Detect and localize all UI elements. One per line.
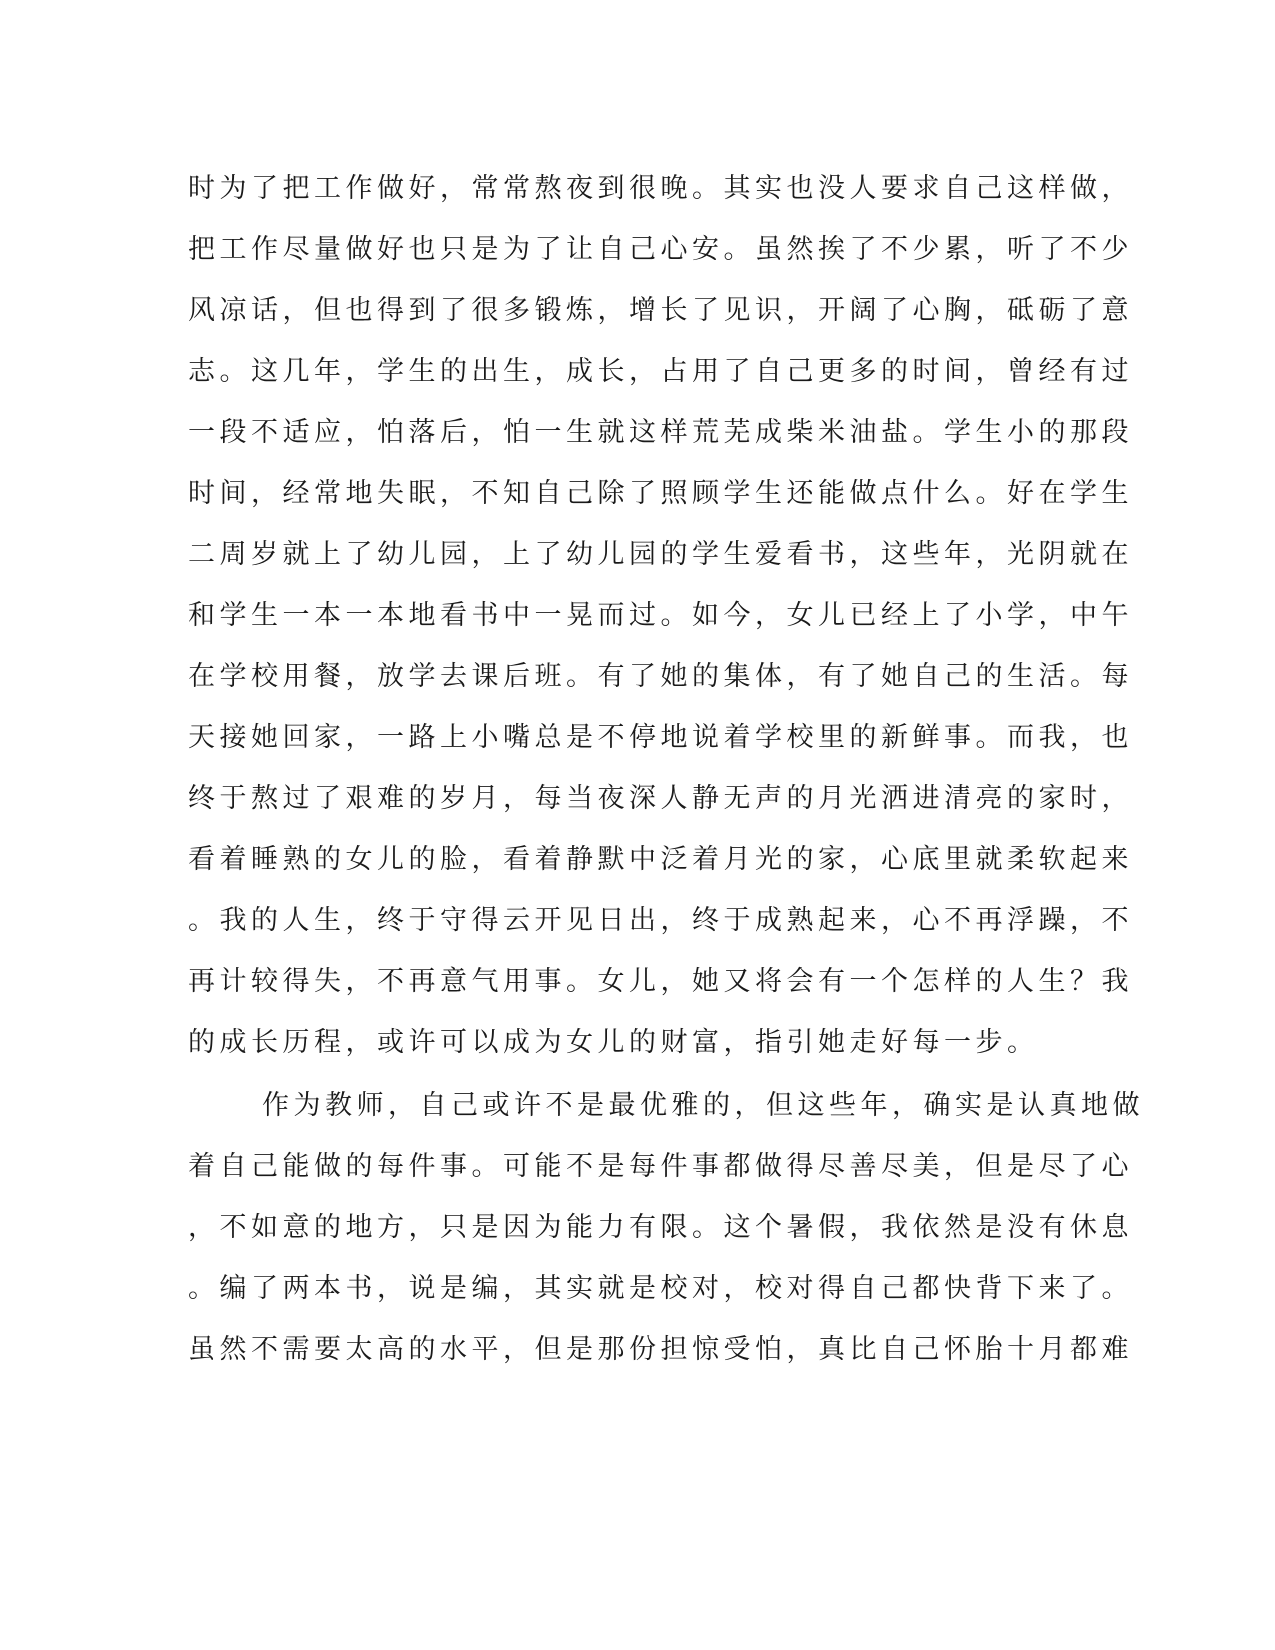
text-line: 时为了把工作做好，常常熬夜到很晚。其实也没人要求自己这样做，: [188, 173, 1133, 204]
text-line: 二周岁就上了幼儿园，上了幼儿园的学生爱看书，这些年，光阴就在: [188, 539, 1133, 570]
text-line: 再计较得失，不再意气用事。女儿，她又将会有一个怎样的人生？我: [188, 966, 1133, 997]
text-line: 把工作尽量做好也只是为了让自己心安。虽然挨了不少累，听了不少: [188, 234, 1133, 265]
text-line: 。我的人生，终于守得云开见日出，终于成熟起来，心不再浮躁，不: [188, 905, 1133, 936]
text-line: 。编了两本书，说是编，其实就是校对，校对得自己都快背下来了。: [188, 1273, 1133, 1304]
text-line: 志。这几年，学生的出生，成长，占用了自己更多的时间，曾经有过: [188, 356, 1133, 387]
text-line: 和学生一本一本地看书中一晃而过。如今，女儿已经上了小学，中午: [188, 600, 1133, 631]
paragraph-1: [188, 158, 1133, 1073]
text-line: 天接她回家，一路上小嘴总是不停地说着学校里的新鲜事。而我，也: [188, 722, 1133, 753]
text-line: 风凉话，但也得到了很多锻炼，增长了见识，开阔了心胸，砥砺了意: [188, 295, 1133, 326]
text-line: 时间，经常地失眠，不知自己除了照顾学生还能做点什么。好在学生: [188, 478, 1133, 509]
text-line: 在学校用餐，放学去课后班。有了她的集体，有了她自己的生活。每: [188, 661, 1133, 692]
text-line: 着自己能做的每件事。可能不是每件事都做得尽善尽美，但是尽了心: [188, 1151, 1133, 1182]
text-line: 作为教师，自己或许不是最优雅的，但这些年，确实是认真地做: [262, 1090, 1144, 1121]
text-line: 看着睡熟的女儿的脸，看着静默中泛着月光的家，心底里就柔软起来: [188, 844, 1133, 875]
text-line: 的成长历程，或许可以成为女儿的财富，指引她走好每一步。: [188, 1027, 1039, 1058]
text-line: ，不如意的地方，只是因为能力有限。这个暑假，我依然是没有休息: [188, 1212, 1133, 1243]
text-line: 终于熬过了艰难的岁月，每当夜深人静无声的月光洒进清亮的家时，: [188, 783, 1133, 814]
text-line: 一段不适应，怕落后，怕一生就这样荒芜成柴米油盐。学生小的那段: [188, 417, 1133, 448]
document-body: [188, 158, 1144, 1380]
paragraph-2: [188, 1075, 1144, 1380]
text-line: 虽然不需要太高的水平，但是那份担惊受怕，真比自己怀胎十月都难: [188, 1334, 1133, 1365]
